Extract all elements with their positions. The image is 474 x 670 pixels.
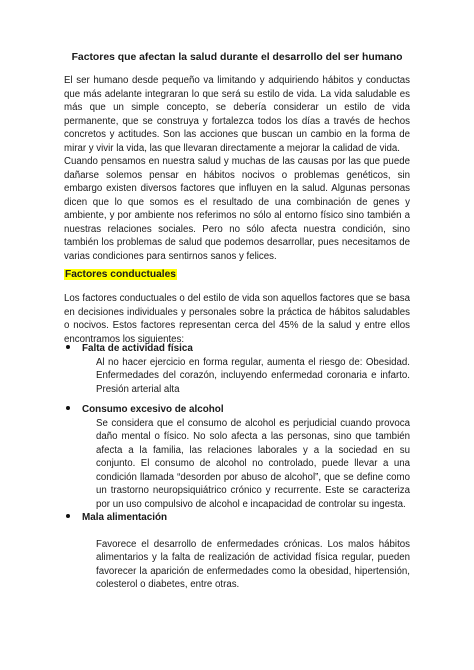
bullet-icon	[66, 514, 70, 518]
section-paragraph: Los factores conductuales o del estilo de vida son aquellos factores que se basa en decisiones individuales y personales sobre la práctica de hábitos saludables o nocivos. Estos factores representan cerca del 45% de la salud y entre ellos encontramos los siguientes:	[64, 293, 410, 345]
intro-paragraph: El ser humano desde pequeño va limitando y adquiriendo hábitos y conductas que más adelante integraran lo que será su estilo de vida. La vida saludable es más que un simple concepto, se debería considerar un estilo de vida permanente, que se construya y fortalezca todos los días a través de hechos concretos y actitudes. Son las acciones que buscan un cambio en la forma de mirar y vivir la vida, las que llevaran directamente a mejorar la calidad de vida.	[64, 75, 410, 154]
document-title: Factores que afectan la salud durante el desarrollo del ser humano	[71, 52, 403, 63]
bullet-icon	[66, 406, 70, 410]
list-item	[82, 342, 410, 396]
list-item-body: Favorece el desarrollo de enfermedades crónicas. Los malos hábitos alimentarios y la falta de realización de actividad física regular, pueden favorecer la aparición de enfermedades como la obesidad, hipertensión, colesterol o diabetes, entre otras.	[96, 538, 410, 590]
list-item	[82, 403, 410, 511]
list-item-title: Consumo excesivo de alcohol	[82, 404, 224, 415]
list-item-title: Falta de actividad física	[82, 343, 193, 354]
list-item-body: Al no hacer ejercicio en forma regular, aumenta el riesgo de: Obesidad. Enfermedades del corazón, incluyendo enfermedad coronaria e infarto. Presión arterial alta	[96, 356, 410, 395]
second-paragraph: Cuando pensamos en nuestra salud y muchas de las causas por las que puede dañarse solemos pensar en hábitos nocivos o problemas genéticos, sin embargo existen diversos factores que influyen en la salud. Algunas personas dicen que lo que somos es el resultado de una combinación de genes y ambiente, y por ambiente nos referimos no sólo al entorno físico sino también a nuestras relaciones sociales. Pero no sólo afecta nuestra condición, sino también los problemas de salud que podemos desarrollar, pues necesitamos de varias condiciones para sentirnos sanos y felices.	[64, 156, 410, 262]
list-item-body: Se considera que el consumo de alcohol es perjudicial cuando provoca daño mental o físico. No solo afecta a las personas, sino que también afecta a la familia, las relaciones laborales y a la sociedad en su conjunto. El consumo de alcohol no controlado, puede llevar a una condición llamada “desorden por abuso de alcohol”, que se define como un trastorno neuropsiquiátrico crónico y recurrente. Este se caracteriza por un uso compulsivo de alcohol e incapacidad de controlar su ingesta.	[96, 417, 410, 510]
list-item	[82, 511, 410, 592]
list-item-title: Mala alimentación	[82, 512, 168, 523]
highlighted-heading-text: Factores conductuales	[65, 269, 176, 280]
section-heading	[64, 268, 177, 281]
bullet-icon	[66, 345, 70, 349]
